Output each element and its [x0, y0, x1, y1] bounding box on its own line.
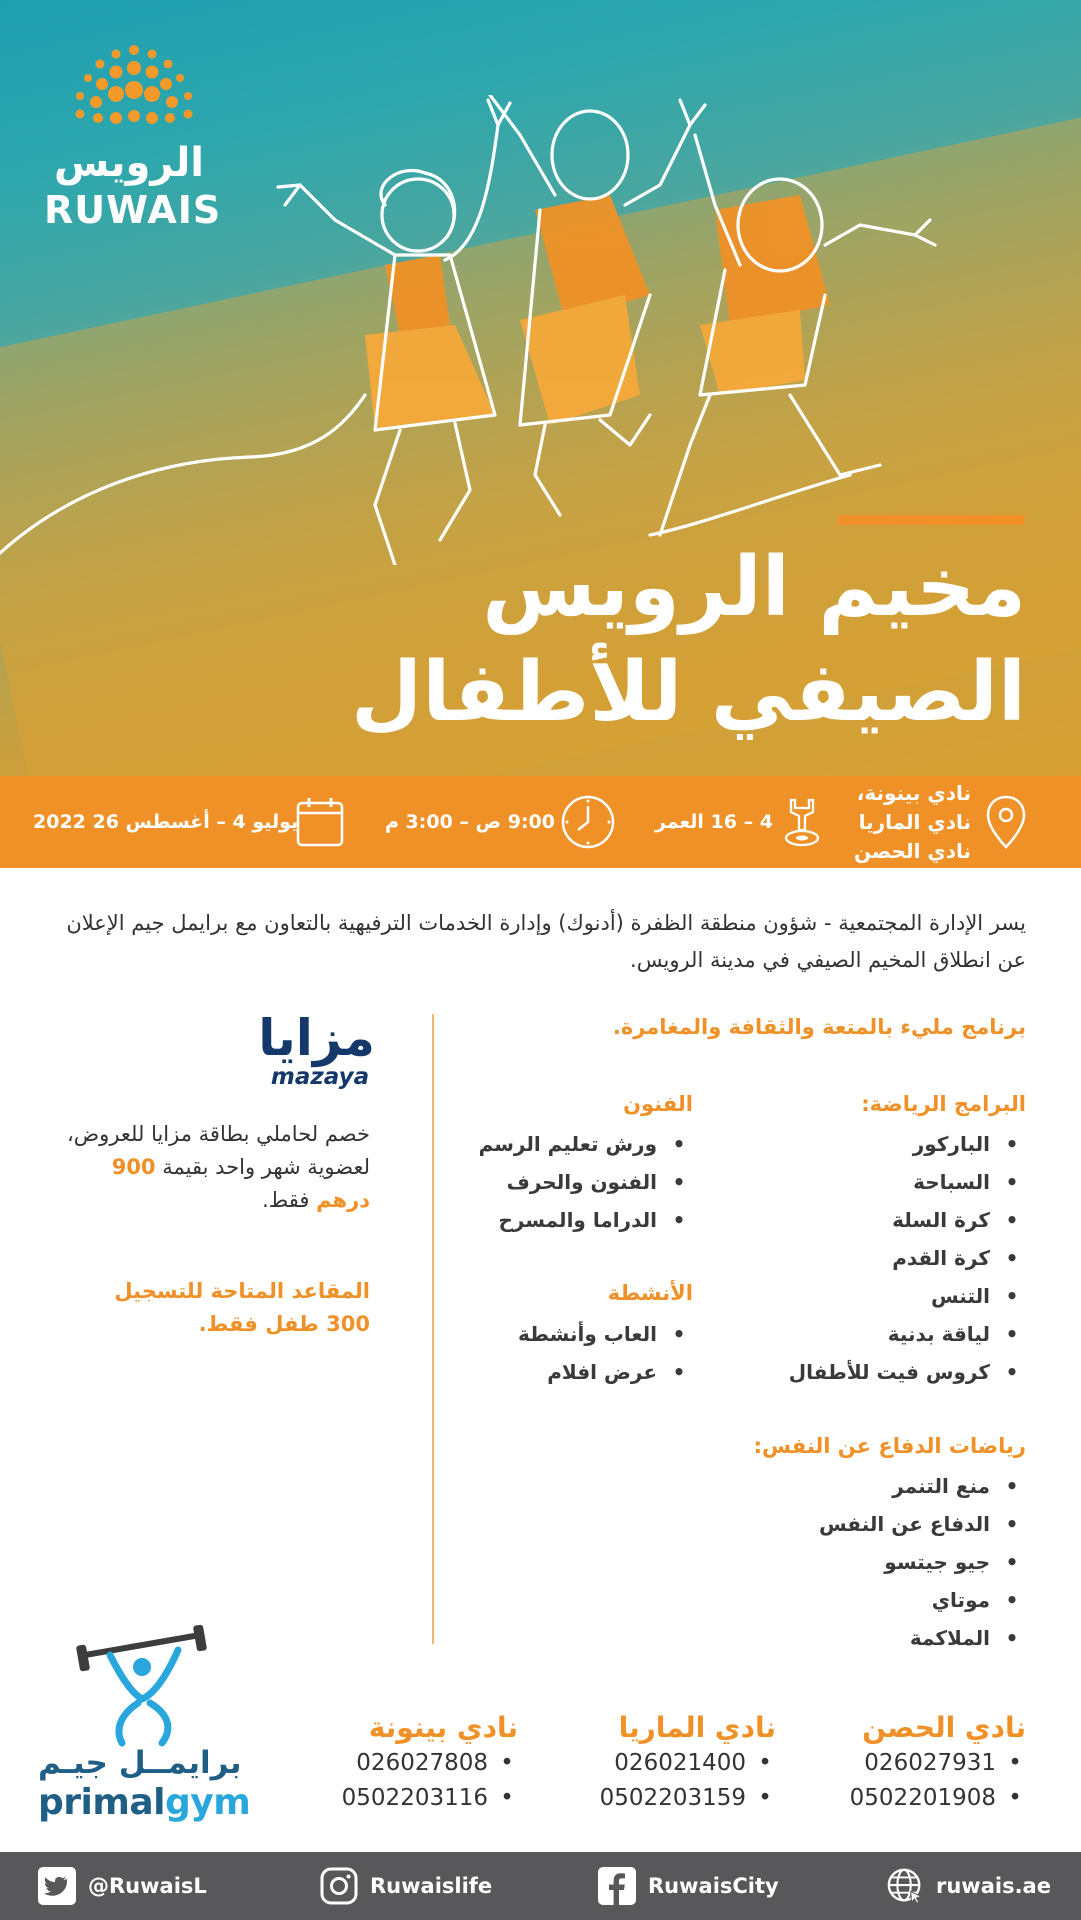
club-card: [556, 1710, 776, 1816]
list-item: • الملاكمة: [819, 1619, 1026, 1657]
mazaya-offer-post: فقط.: [262, 1188, 310, 1212]
website-link[interactable]: [886, 1852, 1051, 1920]
list-item: • جيو جيتسو: [819, 1543, 1026, 1581]
logo-english: RUWAIS: [44, 188, 222, 232]
club-phone[interactable]: •0502201908: [849, 1785, 1022, 1811]
mazaya-logo: [258, 1009, 375, 1090]
club-card: [298, 1710, 518, 1816]
club-card: [806, 1710, 1026, 1816]
sports-list: [789, 1125, 1026, 1391]
list-item: • السباحة: [789, 1163, 1026, 1201]
primal-gym-english: [38, 1782, 250, 1823]
arts-list: [479, 1125, 693, 1239]
date-text: يوليو 4 – أغسطس 26 2022: [33, 811, 299, 833]
arts-heading: الفنون: [623, 1092, 693, 1116]
defense-heading: رياضات الدفاع عن النفس:: [753, 1434, 1026, 1458]
location-list: [854, 779, 971, 866]
gym-word: gym: [165, 1782, 251, 1823]
club-name: نادي الحصن: [862, 1711, 1026, 1744]
defense-list: [819, 1467, 1026, 1657]
website-url: ruwais.ae: [936, 1874, 1051, 1898]
instagram-link[interactable]: [320, 1852, 492, 1920]
list-item: • الدفاع عن النفس: [819, 1505, 1026, 1543]
club-phone[interactable]: •026021400: [614, 1750, 772, 1776]
location-line: نادي بينونة،: [856, 781, 971, 805]
primal-word: primal: [38, 1782, 166, 1823]
list-item: • منع التنمر: [819, 1467, 1026, 1505]
seats-notice: [60, 1275, 370, 1341]
mazaya-offer-pre: خصم لحاملي بطاقة مزايا للعروض، لعضوية شهر واحد بقيمة: [67, 1122, 370, 1179]
twitter-icon: [38, 1867, 76, 1905]
title-accent-bar: [838, 515, 1025, 525]
intro-paragraph: يسر الإدارة المجتمعية - شؤون منطقة الظفرة (أدنوك) وإدارة الخدمات الترفيهية بالتعاون مع برايمل جيم الإعلان عن انطلاق المخيم الصيفي في مدينة الرويس.: [66, 911, 1026, 972]
club-phone[interactable]: •0502203159: [599, 1785, 772, 1811]
jumping-kids-illustration: [0, 95, 1081, 565]
activities-heading: الأنشطة: [607, 1281, 693, 1305]
location-line: نادي الحصن: [853, 839, 971, 863]
program-headline: برنامج مليء بالمتعة والثقافة والمغامرة.: [612, 1015, 1026, 1039]
info-strip: [0, 776, 1081, 868]
list-item: • العاب وأنشطة: [518, 1315, 693, 1353]
logo-arabic: الرويس: [53, 140, 205, 186]
list-item: • كروس فيت للأطفال: [789, 1353, 1026, 1391]
age-text: 4 – 16 العمر: [655, 811, 773, 833]
seats-line-1: المقاعد المتاحة للتسجيل: [114, 1279, 370, 1303]
facebook-icon: [598, 1867, 636, 1905]
twitter-link[interactable]: [38, 1852, 207, 1920]
list-item: • موتاي: [819, 1581, 1026, 1619]
list-item: • ورش تعليم الرسم: [479, 1125, 693, 1163]
time-item: [385, 776, 555, 868]
mazaya-offer-text: [60, 1118, 370, 1217]
list-item: • الفنون والحرف: [479, 1163, 693, 1201]
twitter-handle: @RuwaisL: [88, 1874, 207, 1898]
column-divider: [432, 1014, 434, 1644]
club-phone[interactable]: •026027931: [864, 1750, 1022, 1776]
instagram-icon: [320, 1867, 358, 1905]
title-line-1: مخيم الرويس: [482, 540, 1026, 635]
mazaya-logo-english: mazaya: [270, 1064, 370, 1090]
title-line-2: الصيفي للأطفال: [351, 645, 1026, 740]
mazaya-offer-price: 900 درهم: [111, 1155, 370, 1212]
globe-icon: [886, 1867, 924, 1905]
list-item: • كرة السلة: [789, 1201, 1026, 1239]
list-item: • الباركور: [789, 1125, 1026, 1163]
age-item: [655, 776, 773, 868]
clock-icon: [560, 776, 616, 868]
facebook-link[interactable]: [598, 1852, 779, 1920]
list-item: • كرة القدم: [789, 1239, 1026, 1277]
list-item: • لياقة بدنية: [789, 1315, 1026, 1353]
facebook-handle: RuwaisCity: [648, 1874, 779, 1898]
primal-gym-arabic: برايمــل جيـم: [38, 1745, 242, 1781]
club-name: نادي الماريا: [618, 1711, 776, 1744]
activities-list: [518, 1315, 693, 1391]
list-item: • التنس: [789, 1277, 1026, 1315]
time-text: 9:00 ص – 3:00 م: [385, 811, 555, 833]
date-item: [33, 776, 298, 868]
list-item: • الدراما والمسرح: [479, 1201, 693, 1239]
club-phone[interactable]: •026027808: [356, 1750, 514, 1776]
mazaya-logo-arabic: مزايا: [258, 1009, 375, 1067]
social-footer: [0, 1852, 1081, 1920]
location-line: نادي الماريا: [858, 810, 971, 834]
club-name: نادي بينونة: [368, 1711, 518, 1744]
list-item: • عرض افلام: [518, 1353, 693, 1391]
club-phone[interactable]: •0502203116: [341, 1785, 514, 1811]
location-icon: [985, 776, 1027, 868]
sports-heading: البرامج الرياضة:: [861, 1092, 1026, 1116]
hero-banner: [0, 0, 1081, 776]
age-icon: [781, 776, 823, 868]
calendar-icon: [295, 776, 345, 868]
seats-line-2: 300 طفل فقط.: [198, 1312, 370, 1336]
instagram-handle: Ruwaislife: [370, 1874, 493, 1898]
